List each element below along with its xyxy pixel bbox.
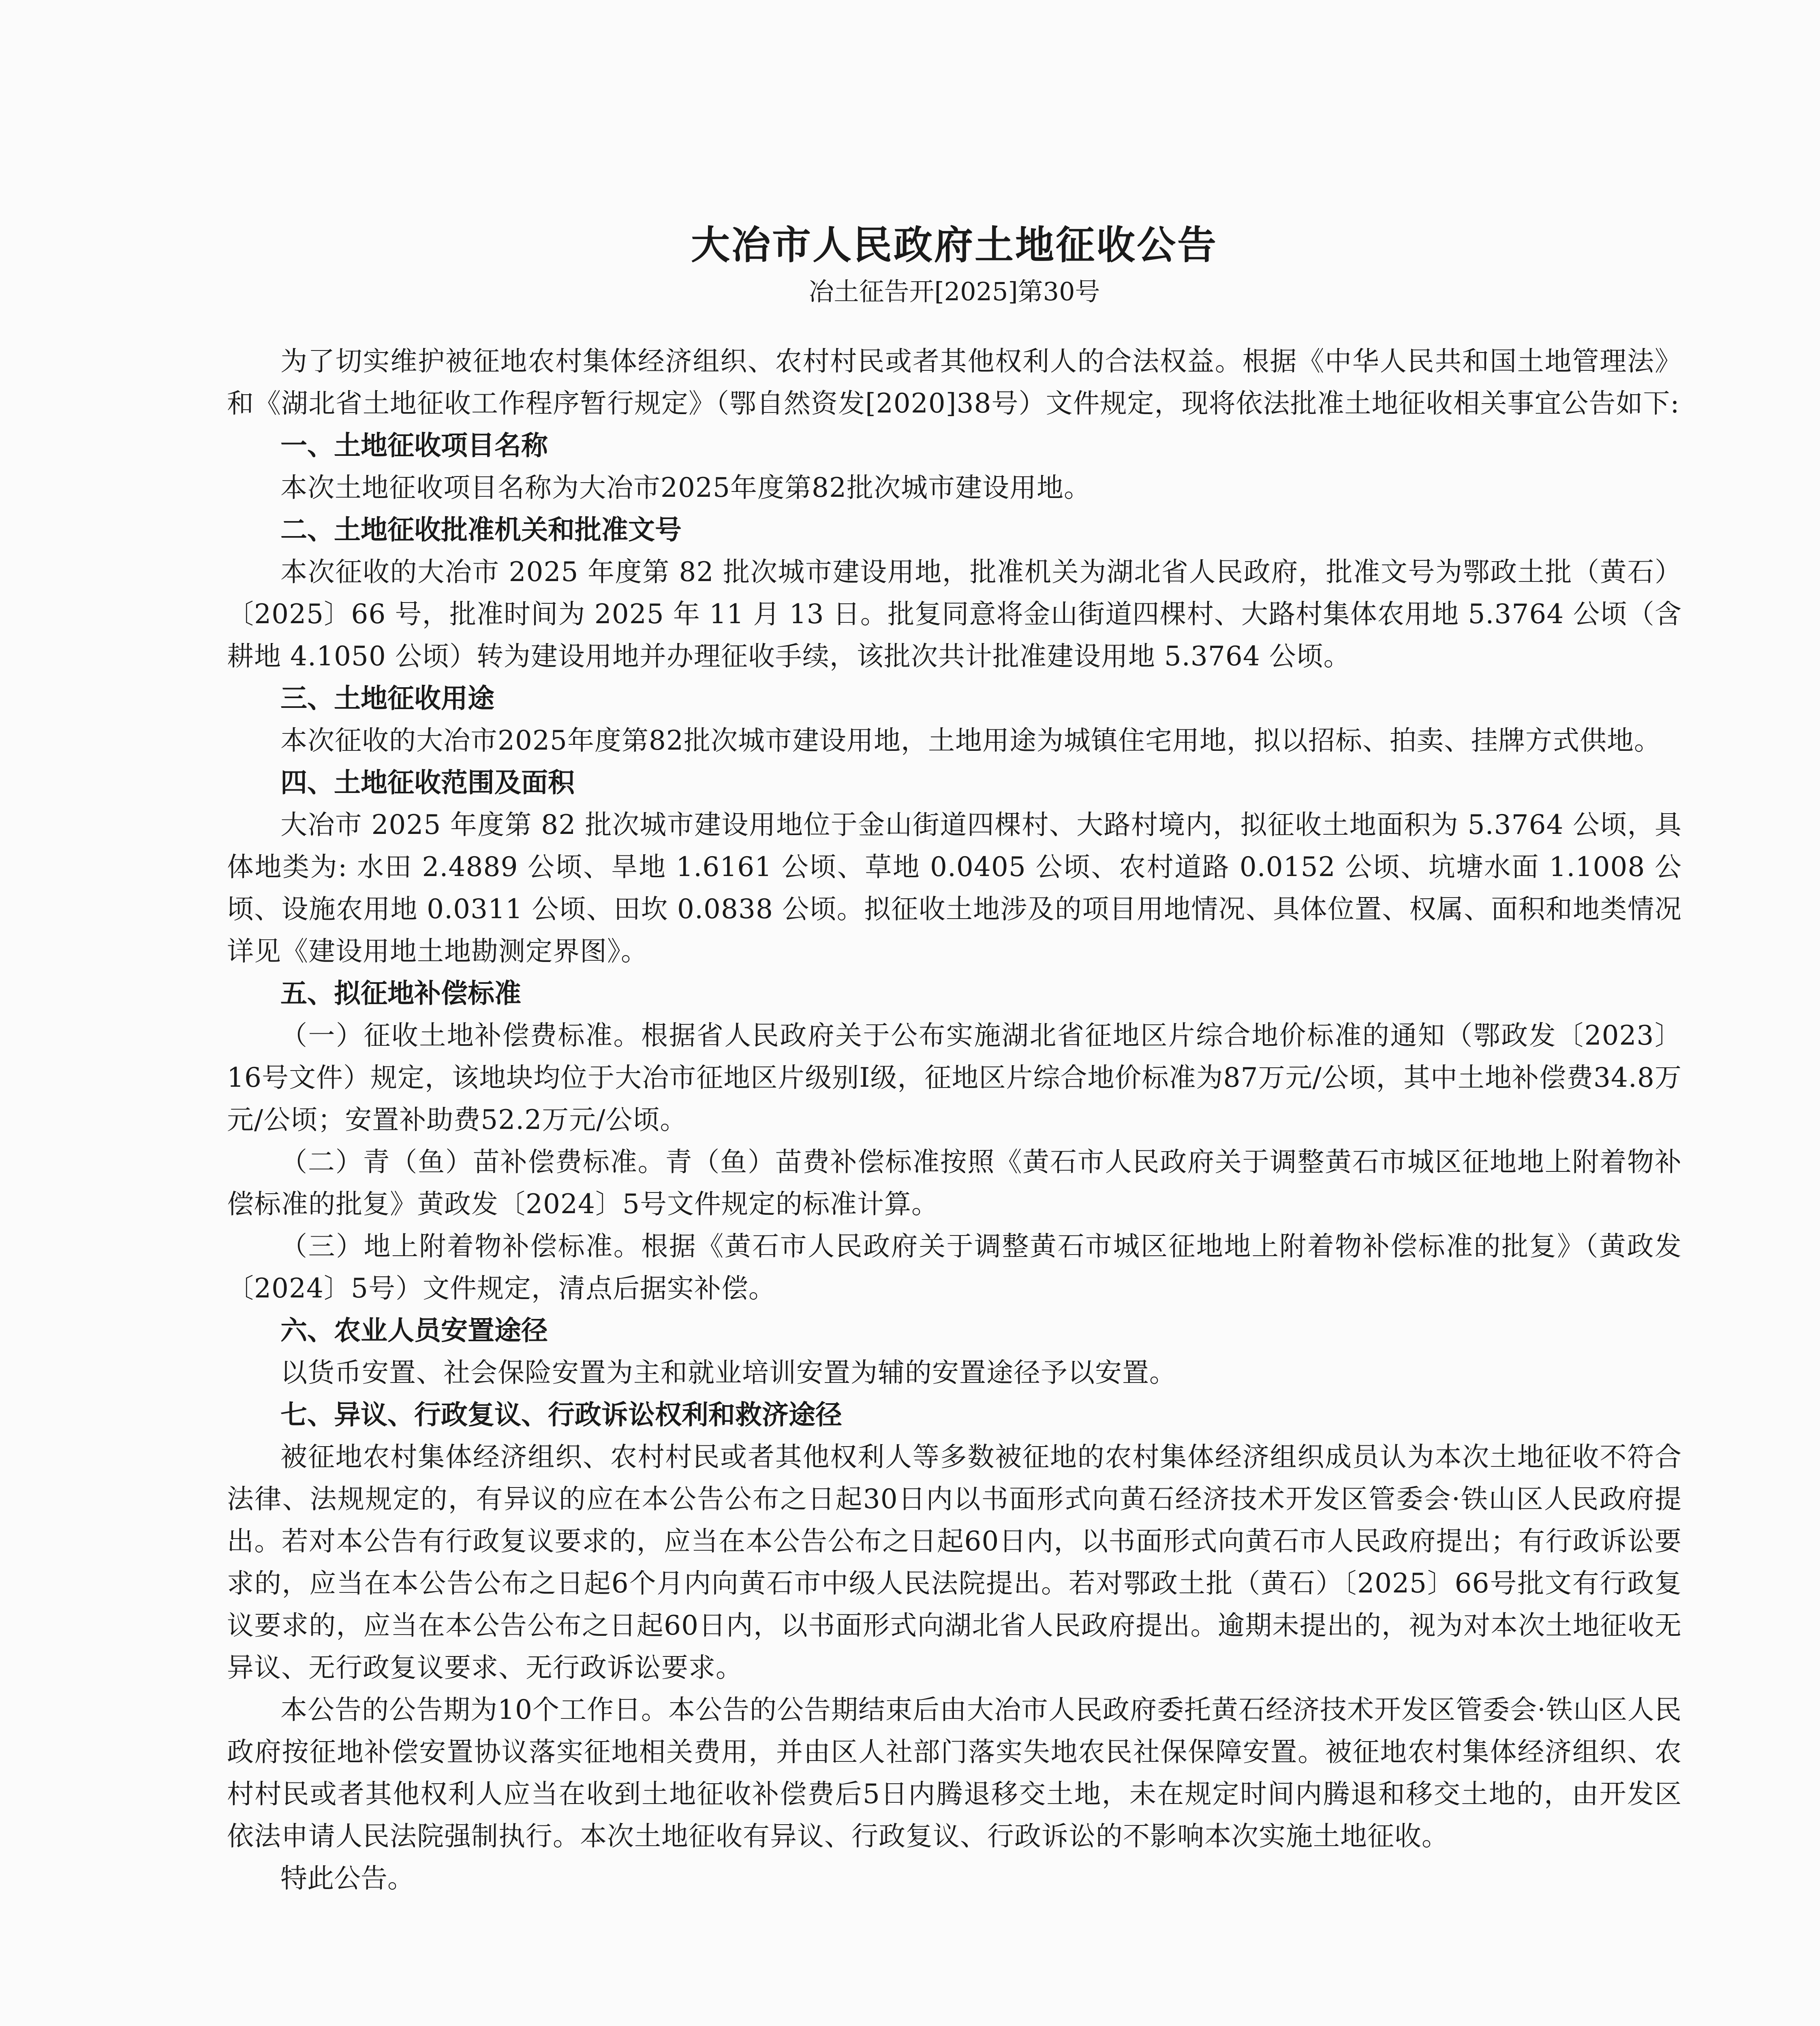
section-heading-3: 三、土地征收用途 (280, 683, 494, 714)
section-heading-7: 七、异议、行政复议、行政诉讼权利和救济途径 (280, 1399, 842, 1430)
section-heading-4: 四、土地征收范围及面积 (280, 767, 575, 798)
section-2-paragraph: 本次征收的大冶市 2025 年度第 82 批次城市建设用地，批准机关为湖北省人民政府，批准文号为鄂政土批（黄石）〔2025〕66 号，批准时间为 2025 年 11 月 13 日。批复同意将金山街道四棵村、大路村集体农用地 5.3764 公顷（含耕地 4.1050 公顷）转为建设用地并办理征收手续，该批次共计批准建设用地 5.3764 公顷。 (227, 556, 1682, 672)
page-title: 大冶市人民政府土地征收公告 (691, 222, 1218, 268)
section-3-paragraph: 本次征收的大冶市2025年度第82批次城市建设用地，土地用途为城镇住宅用地，拟以招标、拍卖、挂牌方式供地。 (280, 725, 1661, 756)
section-heading-1: 一、土地征收项目名称 (280, 430, 548, 461)
section-7-paragraph-1: 被征地农村集体经济组织、农村村民或者其他权利人等多数被征地的农村集体经济组织成员认为本次土地征收不符合法律、法规规定的，有异议的应在本公告公布之日起30日内以书面形式向黄石经济技术开发区管委会·铁山区人民政府提出。若对本公告有行政复议要求的，应当在本公告公布之日起60日内，以书面形式向黄石市人民政府提出；有行政诉讼要求的，应当在本公告公布之日起6个月内向黄石市中级人民法院提出。若对鄂政土批（黄石）〔2025〕66号批文有行政复议要求的，应当在本公告公布之日起60日内，以书面形式向湖北省人民政府提出。逾期未提出的，视为对本次土地征收无异议、无行政复议要求、无行政诉讼要求。 (227, 1441, 1682, 1683)
document-page (227, 219, 1682, 1900)
section-heading-2: 二、土地征收批准机关和批准文号 (280, 514, 682, 545)
section-4-paragraph: 大冶市 2025 年度第 82 批次城市建设用地位于金山街道四棵村、大路村境内，拟征收土地面积为 5.3764 公顷，具体地类为: 水田 2.4889 公顷、旱地 1.6161 公顷、草地 0.0405 公顷、农村道路 0.0152 公顷、坑塘水面 1.1008 公顷、设施农用地 0.0311 公顷、田坎 0.0838 公顷。拟征收土地涉及的项目用地情况、具体位置、权属、面积和地类情况详见《建设用地土地勘测定界图》。 (227, 809, 1682, 967)
closing-text: 特此公告。 (280, 1863, 414, 1894)
section-1-paragraph: 本次土地征收项目名称为大冶市2025年度第82批次城市建设用地。 (280, 472, 1091, 503)
section-5-paragraph-2: （二）青（鱼）苗补偿费标准。青（鱼）苗费补偿标准按照《黄石市人民政府关于调整黄石市城区征地地上附着物补偿标准的批复》黄政发〔2024〕5号文件规定的标准计算。 (227, 1146, 1682, 1220)
document-number: 冶土征告开[2025]第30号 (808, 277, 1100, 306)
section-7-paragraph-2: 本公告的公告期为10个工作日。本公告的公告期结束后由大冶市人民政府委托黄石经济技术开发区管委会·铁山区人民政府按征地补偿安置协议落实征地相关费用，并由区人社部门落实失地农民社保保障安置。被征地农村集体经济组织、农村村民或者其他权利人应当在收到土地征收补偿费后5日内腾退移交土地，未在规定时间内腾退和移交土地的，由开发区依法申请人民法院强制执行。本次土地征收有异议、行政复议、行政诉讼的不影响本次实施土地征收。 (227, 1694, 1682, 1852)
section-5-paragraph-3: （三）地上附着物补偿标准。根据《黄石市人民政府关于调整黄石市城区征地地上附着物补偿标准的批复》（黄政发〔2024〕5号）文件规定，清点后据实补偿。 (227, 1231, 1682, 1304)
section-6-paragraph: 以货币安置、社会保险安置为主和就业培训安置为辅的安置途径予以安置。 (280, 1357, 1176, 1388)
section-heading-5: 五、拟征地补偿标准 (280, 978, 521, 1009)
section-5-paragraph-1: （一）征收土地补偿费标准。根据省人民政府关于公布实施湖北省征地区片综合地价标准的通知（鄂政发〔2023〕16号文件）规定，该地块均位于大冶市征地区片级别I级，征地区片综合地价标准为87万元/公顷，其中土地补偿费34.8万元/公顷；安置补助费52.2万元/公顷。 (227, 1020, 1682, 1135)
section-heading-6: 六、农业人员安置途径 (280, 1315, 548, 1346)
intro-paragraph: 为了切实维护被征地农村集体经济组织、农村村民或者其他权利人的合法权益。根据《中华人民共和国土地管理法》和《湖北省土地征收工作程序暂行规定》（鄂自然资发[2020]38号）文件规定，现将依法批准土地征收相关事宜公告如下: (227, 346, 1682, 419)
